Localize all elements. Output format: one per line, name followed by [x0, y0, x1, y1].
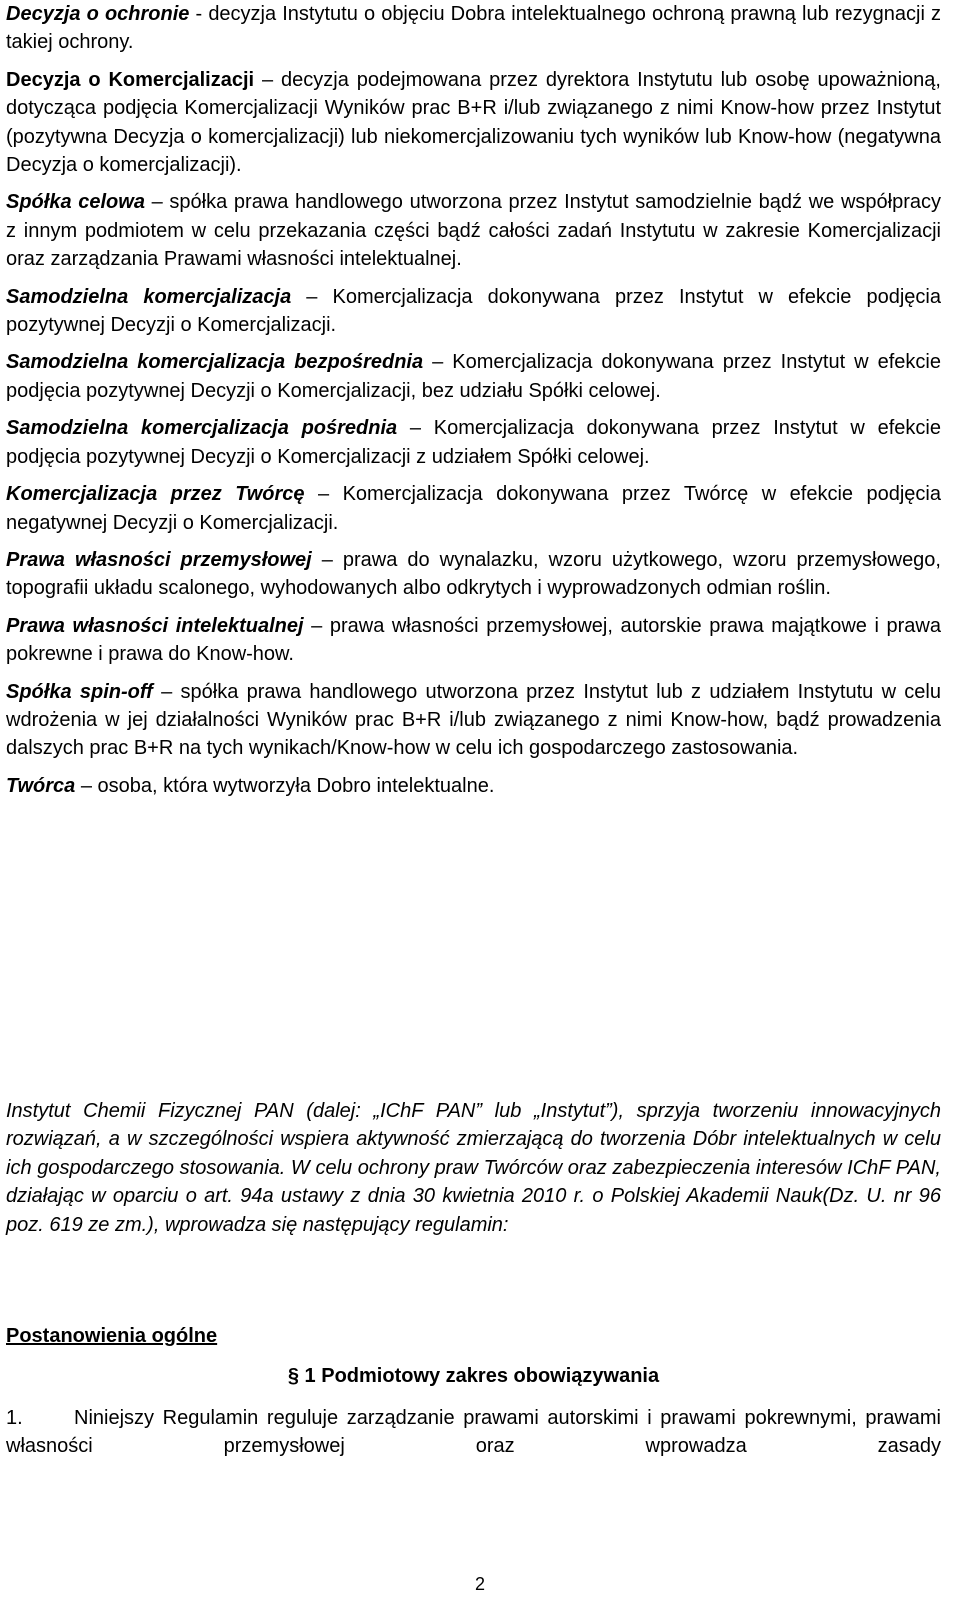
- definition-term: Spółka celowa: [6, 191, 145, 214]
- definition-term: Prawa własności intelektualnej: [6, 614, 304, 637]
- definition-item: [6, 772, 941, 800]
- definition-separator: –: [304, 483, 343, 506]
- preamble: Instytut Chemii Fizycznej PAN (dalej: „IChF PAN” lub „Instytut”), sprzyja tworzeniu innowacyjnych rozwiązań, a w szczególności wspiera aktywność zmierzającą do tworzenia Dóbr intelektualnych w celu ich gospodarczego stosowania. W celu ochrony praw Twórców oraz zabezpieczenia interesów IChF PAN, działając w oparciu o art. 94a ustawy z dnia 30 kwietnia 2010 r. o Polskiej Akademii Nauk(Dz. U. nr 96 poz. 619 ze zm.), wprowadza się następujący regulamin:: [6, 1100, 941, 1236]
- definition-text: prawa własności przemysłowej, autorskie prawa majątkowe i prawa pokrewne i prawa do Know-how.: [6, 614, 941, 666]
- definition-item: [6, 546, 941, 603]
- definition-separator: –: [423, 351, 453, 374]
- definition-term: Samodzielna komercjalizacja: [6, 285, 292, 308]
- definition-separator: –: [311, 548, 343, 571]
- definition-text: decyzja podejmowana przez dyrektora Instytutu lub osobę upoważnioną, dotycząca podjęcia Komercjalizacji Wyników prac B+R i/lub związanego z nimi Know-how przez Instytut (pozytywna Decyzja o komercjalizacji) lub niekomercjalizowaniu tych wyników lub Know-how (negatywna Decyzja o komercjalizacji).: [6, 68, 941, 177]
- definition-text: Komercjalizacja dokonywana przez Instytut w efekcie podjęcia pozytywnej Decyzji o Komercjalizacji.: [6, 285, 941, 337]
- definition-text: decyzja Instytutu o objęciu Dobra intelektualnego ochroną prawną lub rezygnacji z takiej ochrony.: [6, 3, 942, 54]
- definition-item: [6, 612, 941, 669]
- definition-separator: –: [303, 614, 330, 637]
- definition-term: Samodzielna komercjalizacja bezpośrednia: [6, 351, 424, 374]
- definition-item: [6, 414, 941, 471]
- definition-text: Komercjalizacja dokonywana przez Twórcę w efekcie podjęcia negatywnej Decyzji o Komercjalizacji.: [6, 483, 941, 534]
- definition-text: Komercjalizacja dokonywana przez Instytut w efekcie podjęcia pozytywnej Decyzji o Komercjalizacji z udziałem Spółki celowej.: [6, 417, 941, 468]
- definition-term: Twórca: [6, 774, 76, 797]
- paragraph-1: [6, 1404, 941, 1461]
- definition-separator: –: [75, 774, 98, 797]
- paragraph-number: 1.: [6, 1407, 23, 1429]
- definition-term: Komercjalizacja przez Twórcę: [6, 483, 305, 506]
- definition-term: Decyzja o Komercjalizacji: [6, 68, 255, 91]
- definition-item: [6, 348, 941, 405]
- definition-item: [6, 188, 941, 273]
- page-number: 2: [474, 1574, 485, 1594]
- definition-item: [6, 0, 941, 57]
- definition-item: [6, 678, 941, 763]
- definition-separator: –: [397, 417, 434, 440]
- definition-item: [6, 66, 941, 180]
- definition-item: [6, 480, 941, 537]
- definition-term: Prawa własności przemysłowej: [6, 548, 312, 571]
- definition-separator: –: [152, 680, 181, 703]
- definitions-list: [6, 0, 941, 809]
- definition-term: Spółka spin-off: [6, 680, 153, 703]
- definition-item: [6, 283, 941, 340]
- definition-text: osoba, która wytworzyła Dobro intelektualne.: [97, 774, 495, 797]
- definition-separator: –: [254, 68, 281, 91]
- definition-text: Komercjalizacja dokonywana przez Instytut w efekcie podjęcia pozytywnej Decyzji o Komercjalizacji, bez udziału Spółki celowej.: [6, 351, 941, 402]
- definition-separator: -: [189, 3, 209, 25]
- paragraph-text: Niniejszy Regulamin reguluje zarządzanie prawami autorskimi i prawami pokrewnymi, prawami własności przemysłowej oraz wprowadza zasady: [6, 1407, 941, 1458]
- definition-term: Samodzielna komercjalizacja pośrednia: [6, 417, 398, 440]
- definition-text: prawa do wynalazku, wzoru użytkowego, wzoru przemysłowego, topografii układu scalonego, wyhodowanych albo odkrytych i wyprowadzonych odmian roślin.: [6, 548, 941, 600]
- definition-term: Decyzja o ochronie: [6, 3, 190, 25]
- section-heading: Postanowienia ogólne: [6, 1325, 218, 1347]
- definition-separator: –: [291, 285, 333, 308]
- definition-text: spółka prawa handlowego utworzona przez Instytut samodzielnie bądź we współpracy z innym podmiotem w celu przekazania części bądź całości zadań Instytutu w zakresie Komercjalizacji oraz zarządzania Prawami własności intelektualnej.: [6, 191, 941, 271]
- definition-separator: –: [144, 191, 170, 214]
- paragraph-heading: § 1 Podmiotowy zakres obowiązywania: [287, 1365, 660, 1387]
- definition-text: spółka prawa handlowego utworzona przez Instytut lub z udziałem Instytutu w celu wdrożenia w jej działalności Wyników prac B+R i/lub związanego z nimi Know-how, bądź prowadzenia dalszych prac B+R na tych wynikach/Know-how w celu ich gospodarczego zastosowania.: [6, 680, 941, 760]
